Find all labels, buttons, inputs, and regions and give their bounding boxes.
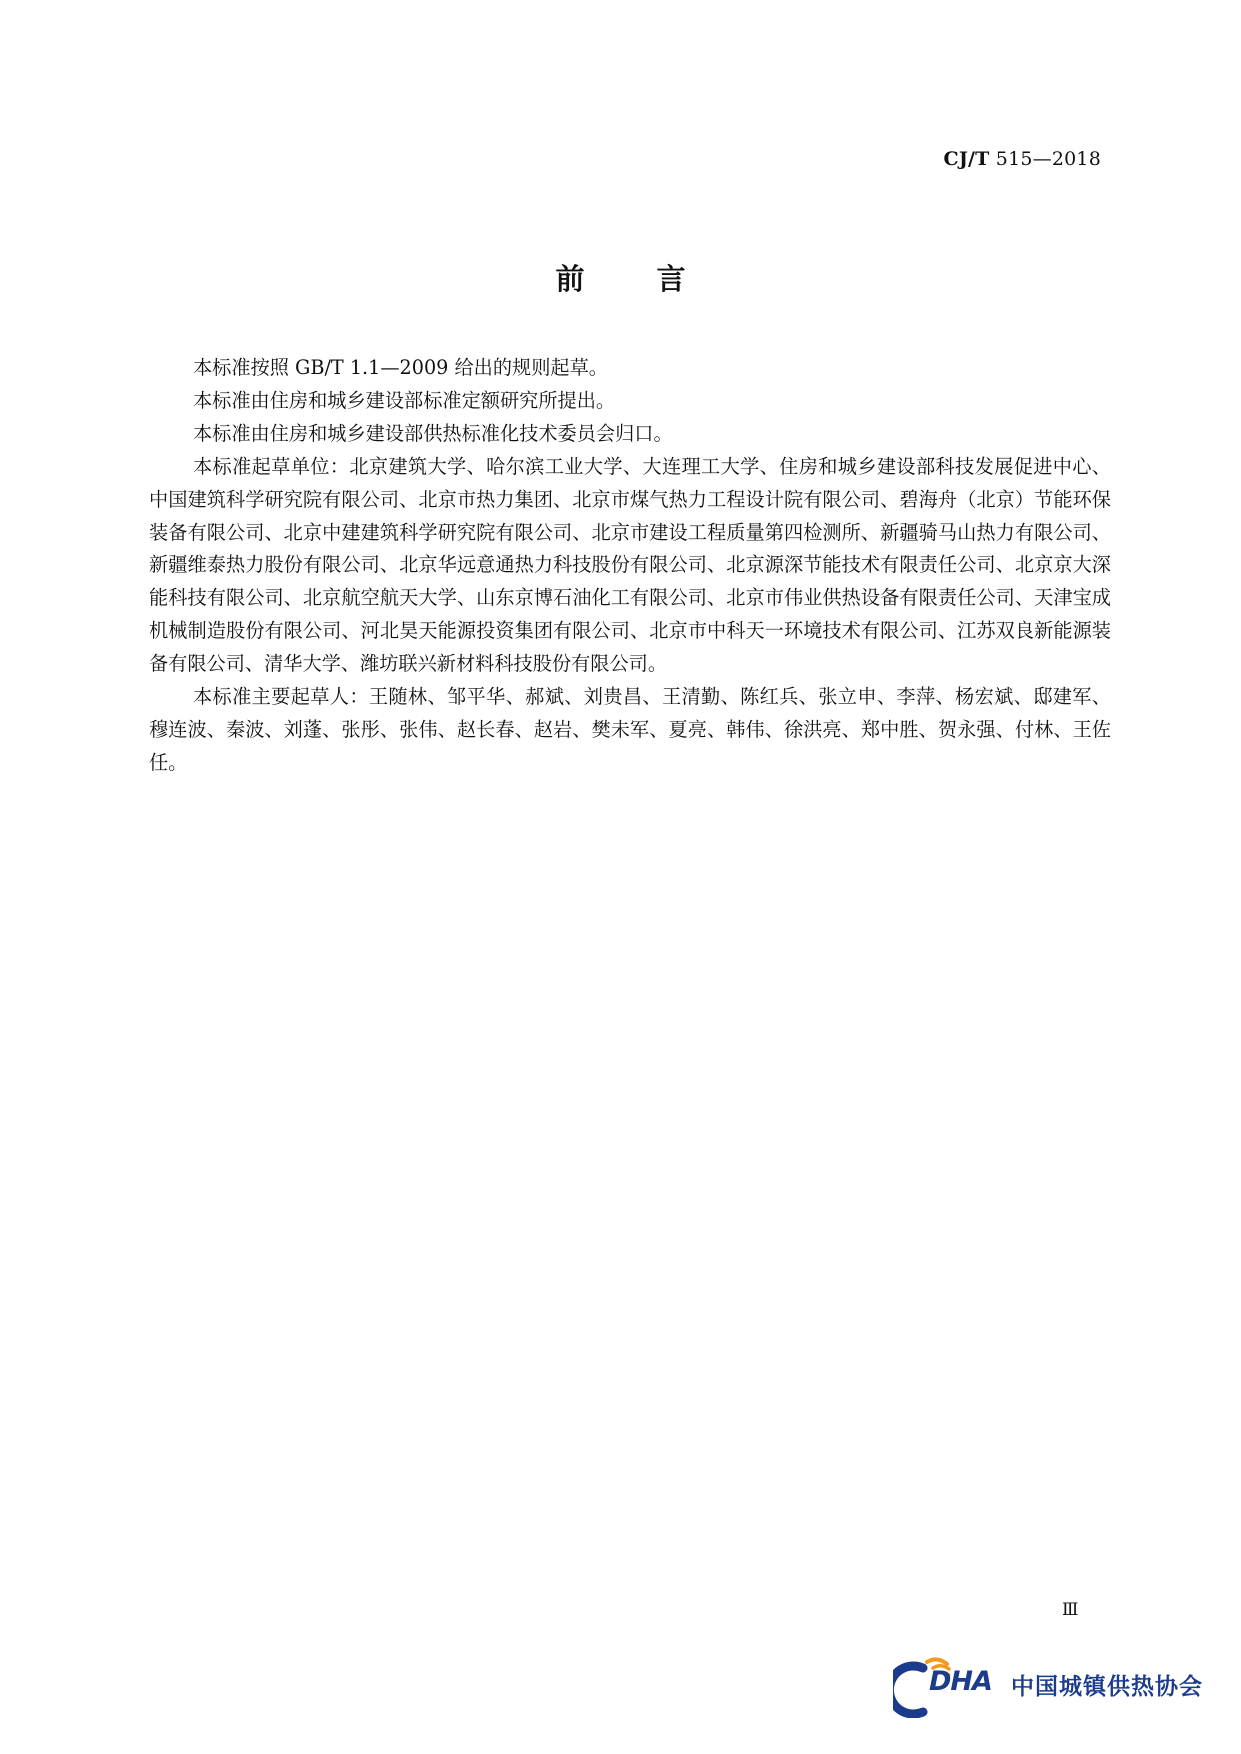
foreword-body — [149, 352, 1111, 780]
page-title — [0, 257, 1241, 298]
standard-code — [944, 148, 1101, 170]
paragraph-proposed-by: 本标准由住房和城乡建设部标准定额研究所提出。 — [193, 388, 616, 412]
association-logo — [893, 1654, 1213, 1718]
standard-code-prefix: CJ/T — [943, 148, 990, 170]
paragraph-under-jurisdiction: 本标准由住房和城乡建设部供热标准化技术委员会归口。 — [193, 421, 673, 445]
title-char-2: 言 — [656, 262, 686, 296]
paragraph-drafting-rules: 本标准按照 GB/T 1.1—2009 给出的规则起草。 — [193, 356, 608, 379]
title-char-1: 前 — [555, 262, 585, 296]
standard-code-number: 515—2018 — [995, 148, 1101, 170]
logo-abbreviation: DHA — [929, 1666, 992, 1697]
paragraph-drafting-organizations: 本标准起草单位：北京建筑大学、哈尔滨工业大学、大连理工大学、住房和城乡建设部科技发展促进中心、中国建筑科学研究院有限公司、北京市热力集团、北京市煤气热力工程设计院有限公司、碧海舟（北京）节能环保装备有限公司、北京中建建筑科学研究院有限公司、北京市建设工程质量第四检测所、新疆骑马山热力有限公司、新疆维泰热力股份有限公司、北京华远意通热力科技股份有限公司、北京源深节能技术有限责任公司、北京京大深能科技有限公司、北京航空航天大学、山东京博石油化工有限公司、北京市伟业供热设备有限责任公司、天津宝成机械制造股份有限公司、河北昊天能源投资集团有限公司、北京市中科天一环境技术有限公司、江苏双良新能源装备有限公司、清华大学、潍坊联兴新材料科技股份有限公司。 — [149, 454, 1111, 676]
logo-association-name: 中国城镇供热协会 — [1011, 1674, 1203, 1700]
page-number: Ⅲ — [1062, 1600, 1079, 1620]
paragraph-drafters: 本标准主要起草人：王随林、邹平华、郝斌、刘贵昌、王清勤、陈红兵、张立申、李萍、杨宏斌、邸建军、穆连波、秦波、刘蓬、张彤、张伟、赵长春、赵岩、樊未军、夏亮、韩伟、徐洪亮、郑中胜、贺永强、付林、王佐任。 — [149, 685, 1111, 774]
